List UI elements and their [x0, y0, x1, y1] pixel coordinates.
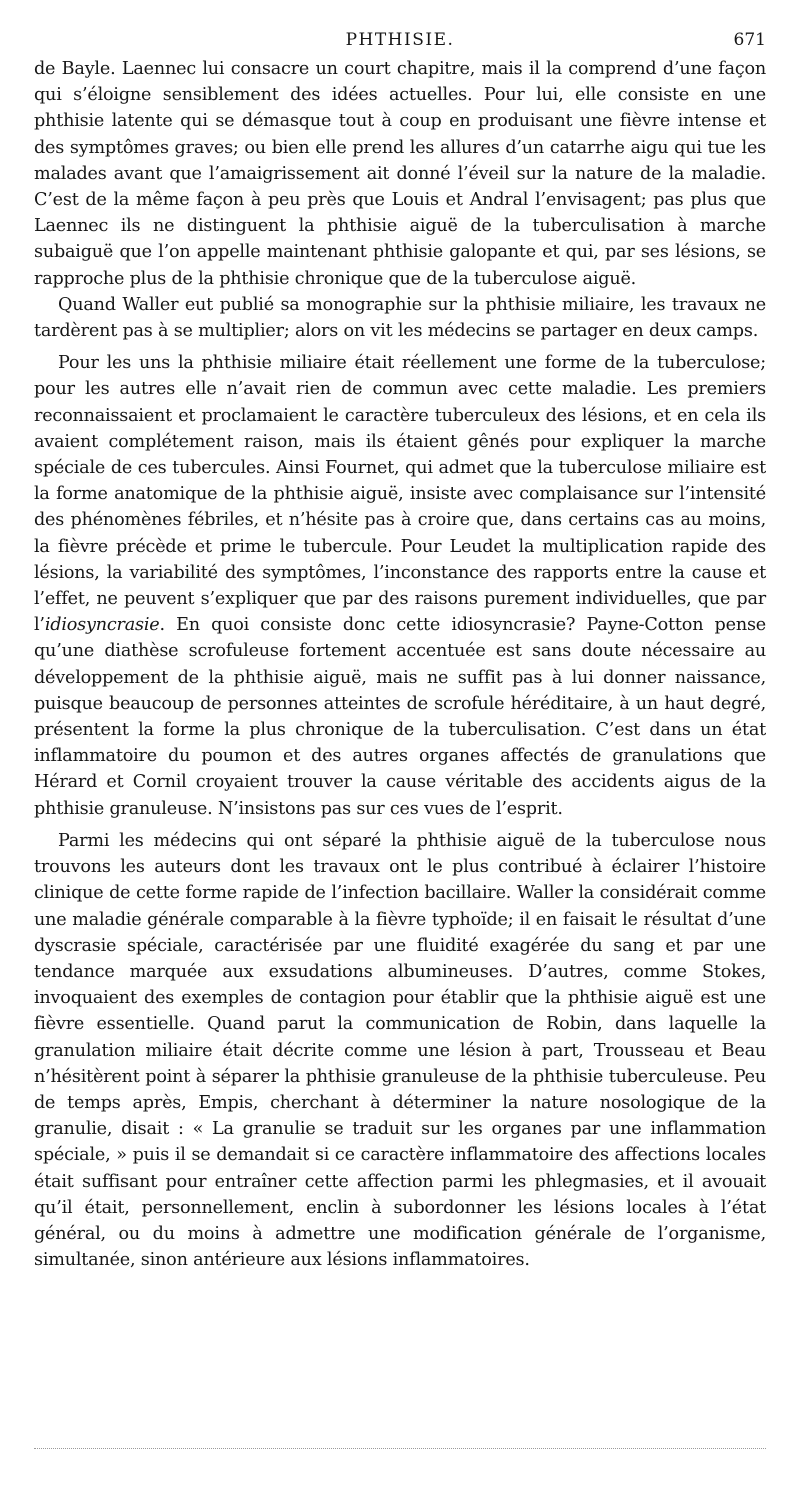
running-title: PHTHISIE. [345, 30, 455, 50]
paragraph-two-camps [34, 350, 766, 822]
page-bottom-dotted-line [34, 1448, 766, 1449]
paragraph-waller: Quand Waller eut publié sa monographie sur la phthisie miliaire, les travaux ne tardèrent pas à se multiplier; alors on vit les médecins se partager en deux camps. [34, 294, 766, 342]
book-page [34, 30, 766, 1273]
paragraph-continued: de Bayle. Laennec lui consacre un court chapitre, mais il la comprend d’une façon qui s’éloigne sensiblement des idées actuelles. Pour lui, elle consiste en une phthisie latente qui se démasque tout à coup en produisant une fièvre intense et des symptômes graves; ou bien elle prend les allures d’un catarrhe aigu qui tue les malades avant que l’amaigrissement ait donné l’éveil sur la nature de la maladie. C’est de la même façon à peu près que Louis et Andral l’envisagent; pas plus que Laennec ils ne distinguent la phthisie aiguë de la tuberculisation à marche subaiguë que l’on appelle maintenant phthisie galopante et qui, par ses lésions, se rapproche plus de la phthisie chronique que de la tuberculose aiguë. [34, 59, 766, 289]
paragraph-separation: Parmi les médecins qui ont séparé la phthisie aiguë de la tuberculose nous trouvons les auteurs dont les travaux ont le plus contribué à éclairer l’histoire clinique de cette forme rapide de l’infection bacillaire. Waller la considérait comme une maladie générale comparable à la fièvre typhoïde; il en faisait le résultat d’une dyscrasie spéciale, caractérisée par une fluidité exagérée du sang et par une tendance marquée aux exsudations albumineuses. D’autres, comme Stokes, invoquaient des exemples de contagion pour établir que la phthisie aiguë est une fièvre essentielle. Quand parut la communication de Robin, dans laquelle la granulation miliaire était décrite comme une lésion à part, Trousseau et Beau n’hésitèrent point à séparer la phthisie granuleuse de la phthisie tuberculeuse. Peu de temps après, Empis, cherchant à déterminer la nature nosologique de la granulie, disait : « La granulie se traduit sur les organes par une inflammation spéciale, » puis il se demandait si ce caractère inflammatoire des affections locales était suffisant pour entraîner cette affection parmi les phlegmasies, et il avouait qu’il était, personnellement, enclin à subordonner les lésions locales à l’état général, ou du moins à admettre une modification générale de l’organisme, simultanée, sinon antérieure aux lésions inflammatoires. [34, 830, 766, 1271]
running-head [34, 30, 766, 56]
italic-term: idiosyncrasie [44, 615, 160, 636]
body-text [34, 56, 766, 1273]
paragraph-text: . En quoi consiste donc cette idiosyncrasie? Payne-Cotton pense qu’une diathèse scrofuleuse fortement accentuée est sans doute nécessaire au développement de la phthisie aiguë, mais ne suffit pas à lui donner naissance, puisque beaucoup de personnes atteintes de scrofule héréditaire, à un haut degré, présentent la forme la plus chronique de la tuberculisation. C’est dans un état inflammatoire du poumon et des autres organes affectés de granulations que Hérard et Cornil croyaient trouver la cause véritable des accidents aigus de la phthisie granuleuse. N’insistons pas sur ces vues de l’esprit. [34, 615, 766, 819]
page-number: 671 [733, 30, 766, 50]
paragraph-text: Pour les uns la phthisie miliaire était réellement une forme de la tuberculose; pour les autres elle n’avait rien de commun avec cette maladie. Les premiers reconnaissaient et proclamaient le caractère tuberculeux des lésions, et en cela ils avaient complétement raison, mais ils étaient gênés pour expliquer la marche spéciale de ces tubercules. Ainsi Fournet, qui admet que la tuberculose miliaire est la forme anatomique de la phthisie aiguë, insiste avec complaisance sur l’intensité des phénomènes fébriles, et n’hésite pas à croire que, dans certains cas au moins, la fièvre précède et prime le tubercule. Pour Leudet la multiplication rapide des lésions, la variabilité des symptômes, l’inconstance des rapports entre la cause et l’effet, ne peuvent s’expliquer que par des raisons purement individuelles, que par l’ [34, 353, 766, 636]
